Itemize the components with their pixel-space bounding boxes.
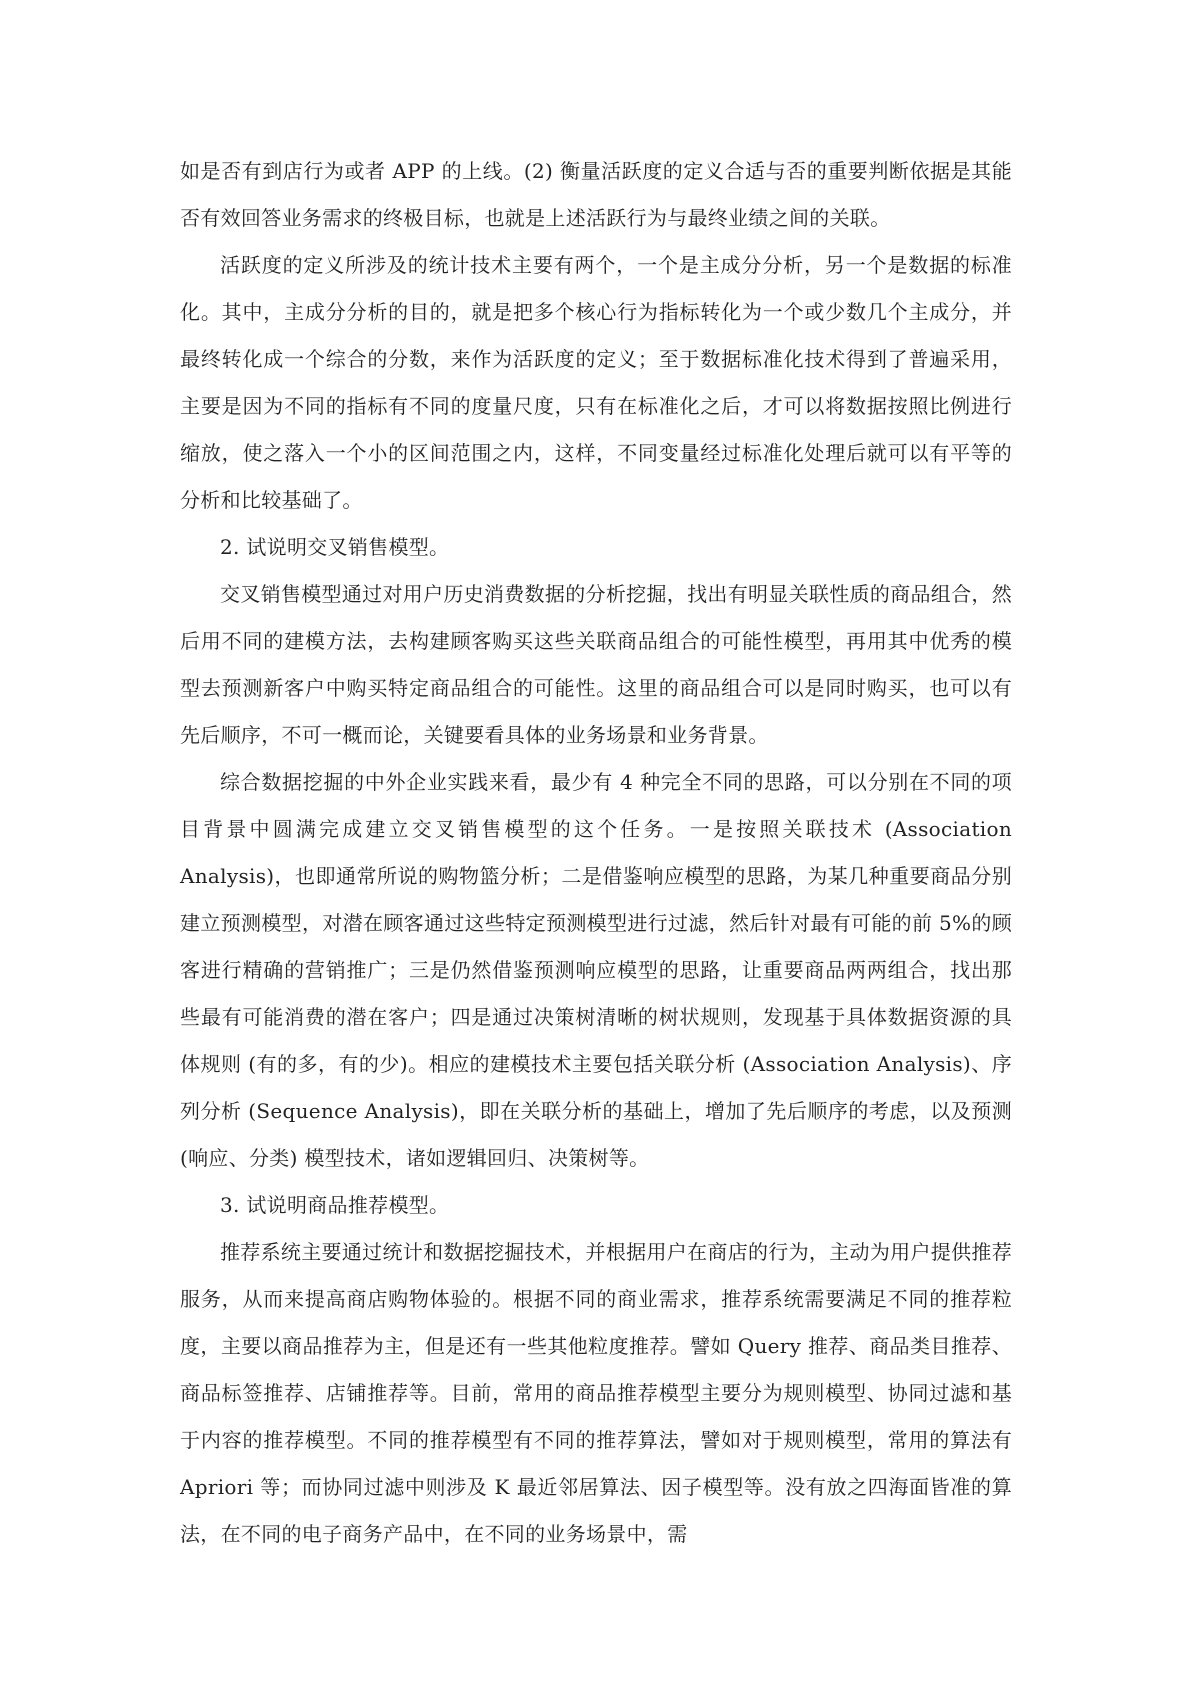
document-page bbox=[180, 148, 1012, 1558]
paragraph-activity-definition: 活跃度的定义所涉及的统计技术主要有两个，一个是主成分分析，另一个是数据的标准化。其中，主成分分析的目的，就是把多个核心行为指标转化为一个或少数几个主成分，并最终转化成一个综合的分数，来作为活跃度的定义；至于数据标准化技术得到了普遍采用，主要是因为不同的指标有不同的度量尺度，只有在标准化之后，才可以将数据按照比例进行缩放，使之落入一个小的区间范围之内，这样，不同变量经过标准化处理后就可以有平等的分析和比较基础了。 bbox=[180, 253, 1012, 512]
paragraph-continuation: 如是否有到店行为或者 APP 的上线。(2) 衡量活跃度的定义合适与否的重要判断依据是其能否有效回答业务需求的终极目标，也就是上述活跃行为与最终业绩之间的关联。 bbox=[180, 159, 1012, 230]
question-heading-recommendation: 3. 试说明商品推荐模型。 bbox=[220, 1193, 450, 1217]
paragraph-cross-selling-approaches: 综合数据挖掘的中外企业实践来看，最少有 4 种完全不同的思路，可以分别在不同的项目背景中圆满完成建立交叉销售模型的这个任务。一是按照关联技术 (Association Analysis)，也即通常所说的购物篮分析；二是借鉴响应模型的思路，为某几种重要商品分别建立预测模型，对潜在顾客通过这些特定预测模型进行过滤，然后针对最有可能的前 5%的顾客进行精确的营销推广；三是仍然借鉴预测响应模型的思路，让重要商品两两组合，找出那些最有可能消费的潜在客户；四是通过决策树清晰的树状规则，发现基于具体数据资源的具体规则 (有的多，有的少)。相应的建模技术主要包括关联分析 (Association Analysis)、序列分析 (Sequence Analysis)，即在关联分析的基础上，增加了先后顺序的考虑，以及预测 (响应、分类) 模型技术，诸如逻辑回归、决策树等。 bbox=[180, 770, 1012, 1170]
paragraph-recommendation-model: 推荐系统主要通过统计和数据挖掘技术，并根据用户在商店的行为，主动为用户提供推荐服务，从而来提高商店购物体验的。根据不同的商业需求，推荐系统需要满足不同的推荐粒度，主要以商品推荐为主，但是还有一些其他粒度推荐。譬如 Query 推荐、商品类目推荐、商品标签推荐、店铺推荐等。目前，常用的商品推荐模型主要分为规则模型、协同过滤和基于内容的推荐模型。不同的推荐模型有不同的推荐算法，譬如对于规则模型，常用的算法有 Apriori 等；而协同过滤中则涉及 K 最近邻居算法、因子模型等。没有放之四海面皆准的算法，在不同的电子商务产品中，在不同的业务场景中，需 bbox=[180, 1240, 1012, 1546]
paragraph-cross-selling-overview: 交叉销售模型通过对用户历史消费数据的分析挖掘，找出有明显关联性质的商品组合，然后用不同的建模方法，去构建顾客购买这些关联商品组合的可能性模型，再用其中优秀的模型去预测新客户中购买特定商品组合的可能性。这里的商品组合可以是同时购买，也可以有先后顺序，不可一概而论，关键要看具体的业务场景和业务背景。 bbox=[180, 582, 1012, 747]
question-heading-cross-selling: 2. 试说明交叉销售模型。 bbox=[220, 535, 450, 559]
